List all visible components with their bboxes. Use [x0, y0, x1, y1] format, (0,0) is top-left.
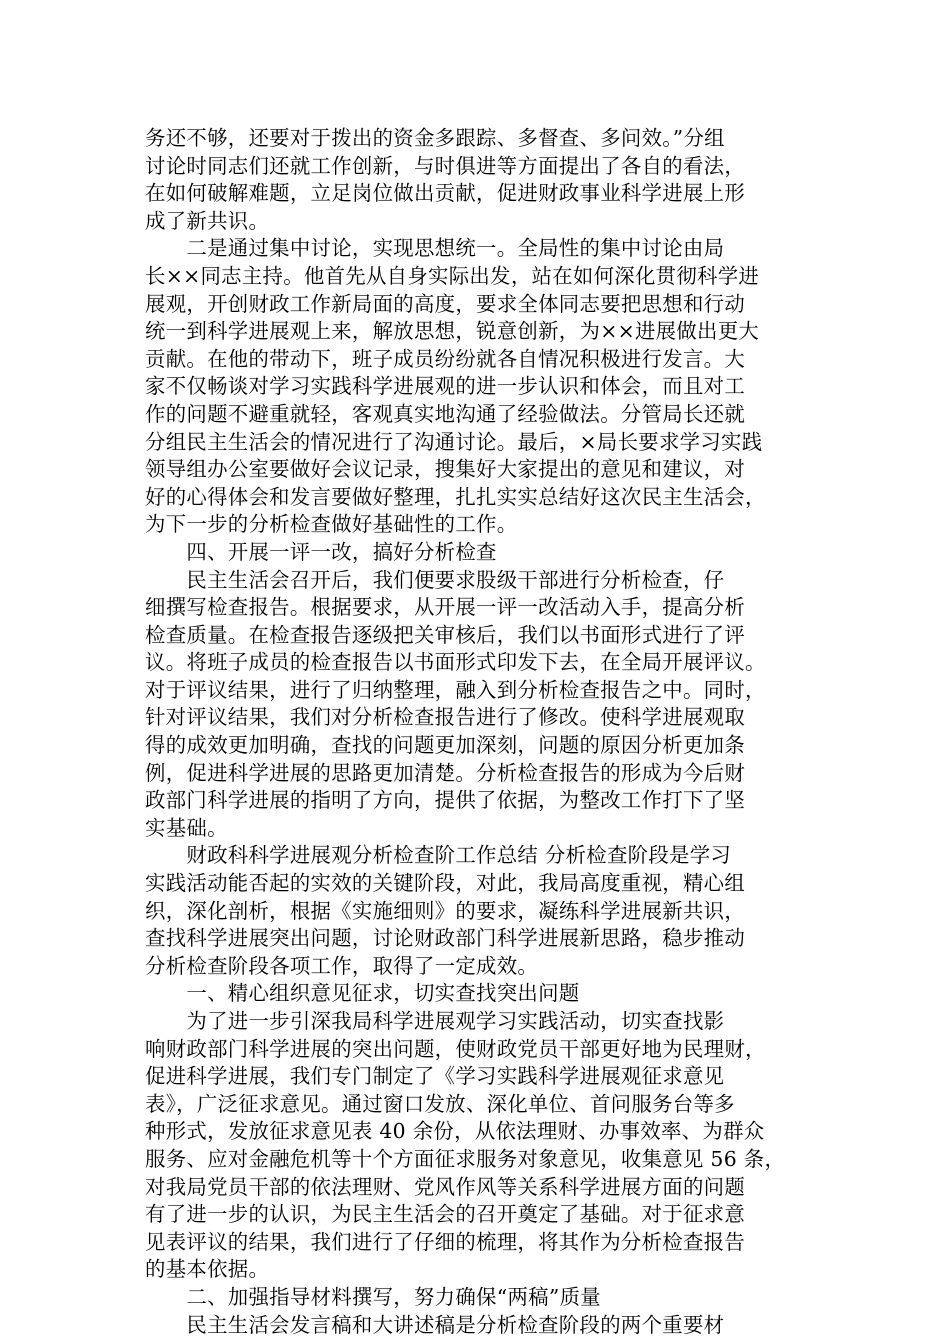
text-line: 统一到科学进展观上来，解放思想，锐意创新，为××进展做出更大	[145, 319, 760, 344]
text-line: 四、开展一评一改，搞好分析检查	[145, 539, 497, 564]
text-line: 为下一步的分析检查做好基础性的工作。	[145, 512, 518, 537]
text-line: 针对评议结果，我们对分析检查报告进行了修改。使科学进展观取	[145, 705, 746, 730]
text-line: 种形式，发放征求意见表 40 余份，从依法理财、办事效率、为群众	[145, 1119, 765, 1144]
text-line: 分组民主生活会的情况进行了沟通讨论。最后，×局长要求学习实践	[145, 429, 763, 454]
text-line: 对我局党员干部的依法理财、党风作风等关系科学进展方面的问题	[145, 1174, 746, 1199]
text-line: 贡献。在他的带动下，班子成员纷纷就各自情况积极进行发言。大	[145, 346, 746, 371]
text-line: 民主生活会召开后，我们便要求股级干部进行分析检查，仔	[145, 567, 725, 592]
text-line: 二、加强指导材料撰写，努力确保“两稿”质量	[145, 1284, 601, 1309]
text-line: 检查质量。在检查报告逐级把关审核后，我们以书面形式进行了评	[145, 622, 746, 647]
document-body	[145, 125, 825, 1339]
text-line: 例，促进科学进展的思路更加清楚。分析检查报告的形成为今后财	[145, 760, 746, 785]
text-line: 见表评议的结果，我们进行了仔细的梳理，将其作为分析检查报告	[145, 1229, 746, 1254]
text-line: 财政科科学进展观分析检查阶工作总结 分析检查阶段是学习	[145, 843, 732, 868]
text-line: 领导组办公室要做好会议记录，搜集好大家提出的意见和建议，对	[145, 457, 746, 482]
text-line: 议。将班子成员的检查报告以书面形式印发下去，在全局开展评议。	[145, 650, 766, 675]
text-line: 实基础。	[145, 815, 228, 840]
text-line: 展观，开创财政工作新局面的高度，要求全体同志要把思想和行动	[145, 291, 746, 316]
text-line: 好的心得体会和发言要做好整理，扎扎实实总结好这次民主生活会，	[145, 484, 766, 509]
text-line: 表》，广泛征求意见。通过窗口发放、深化单位、首问服务台等多	[145, 1091, 735, 1116]
text-line: 有了进一步的认识，为民主生活会的召开奠定了基础。对于征求意	[145, 1202, 746, 1227]
text-line: 民主生活会发言稿和大讲述稿是分析检查阶段的两个重要材	[145, 1312, 725, 1337]
text-line: 家不仅畅谈对学习实践科学进展观的进一步认识和体会，而且对工	[145, 374, 746, 399]
text-line: 对于评议结果，进行了归纳整理，融入到分析检查报告之中。同时，	[145, 677, 766, 702]
text-line: 得的成效更加明确，查找的问题更加深刻，问题的原因分析更加条	[145, 733, 746, 758]
text-line: 查找科学进展突出问题，讨论财政部门科学进展新思路，稳步推动	[145, 926, 746, 951]
text-line: 分析检查阶段各项工作，取得了一定成效。	[145, 953, 539, 978]
text-line: 讨论时同志们还就工作创新，与时俱进等方面提出了各自的看法，	[145, 153, 746, 178]
text-line: 为了进一步引深我局科学进展观学习实践活动，切实查找影	[145, 1009, 725, 1033]
text-line: 实践活动能否起的实效的关键阶段，对此，我局高度重视，精心组	[145, 871, 746, 896]
text-line: 细撰写检查报告。根据要求，从开展一评一改活动入手，提高分析	[145, 595, 746, 620]
text-line: 促进科学进展，我们专门制定了《学习实践科学进展观征求意见	[145, 1064, 725, 1089]
text-line: 在如何破解难题，立足岗位做出贡献，促进财政事业科学进展上形	[145, 181, 746, 206]
text-line: 作的问题不避重就轻，客观真实地沟通了经验做法。分管局长还就	[145, 401, 746, 426]
text-line: 服务、应对金融危机等十个方面征求服务对象意见，收集意见 56 条，	[145, 1146, 786, 1171]
text-line: 二是通过集中讨论，实现思想统一。全局性的集中讨论由局	[145, 236, 725, 261]
text-line: 织，深化剖析，根据《实施细则》的要求，凝练科学进展新共识，	[145, 898, 746, 923]
text-line: 务还不够，还要对于拨出的资金多跟踪、多督查、多问效。”分组	[145, 126, 725, 150]
text-line: 一、精心组织意见征求，切实查找突出问题	[145, 981, 580, 1006]
text-line: 成了新共识。	[145, 208, 270, 233]
text-line: 政部门科学进展的指明了方向，提供了依据，为整改工作打下了坚	[145, 788, 746, 813]
text-line: 长××同志主持。他首先从自身实际出发，站在如何深化贯彻科学进	[145, 263, 760, 288]
text-line: 的基本依据。	[145, 1257, 270, 1282]
text-line: 响财政部门科学进展的突出问题，使财政党员干部更好地为民理财，	[145, 1036, 766, 1061]
